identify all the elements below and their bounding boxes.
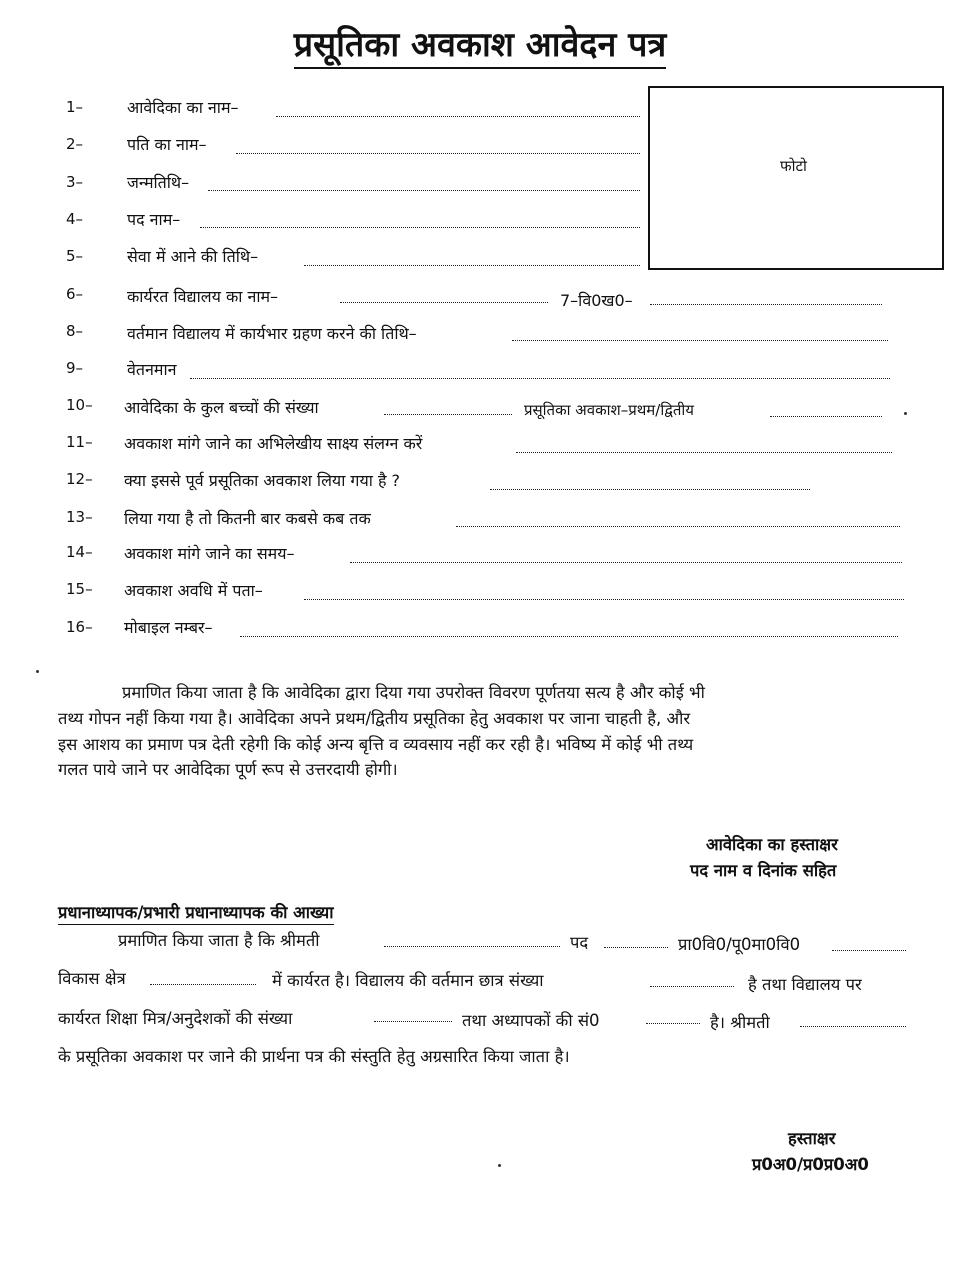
field-line-leave-type[interactable]: [770, 416, 882, 417]
hm-text: विकास क्षेत्र: [58, 969, 126, 988]
field-number: 3–: [66, 173, 84, 191]
hm-text: पद: [570, 933, 589, 952]
hm-field-teacher-name[interactable]: [384, 946, 560, 947]
hm-field-teacher-count[interactable]: [646, 1023, 700, 1024]
hm-text: के प्रसूतिका अवकाश पर जाने की प्रार्थना पत्र की संस्तुति हेतु अग्रसारित किया जाता है।: [58, 1047, 570, 1066]
field-line-children-count[interactable]: [384, 414, 512, 415]
field-number: 1–: [66, 98, 84, 116]
field-number: 10–: [66, 396, 93, 414]
field-label-designation: पद नाम–: [127, 210, 181, 229]
field-label-evidence: अवकाश मांगे जाने का अभिलेखीय साक्ष्य संलग्न करें: [124, 434, 423, 453]
hm-section-heading: प्रधानाध्यापक/प्रभारी प्रधानाध्यापक की आख्या: [58, 900, 334, 925]
field-number: 16–: [66, 618, 93, 636]
hm-signature-label: हस्ताक्षर: [788, 1129, 836, 1148]
certification-line: तथ्य गोपन नहीं किया गया है। आवेदिका अपने प्रथम/द्वितीय प्रसूतिका हेतु अवकाश पर जाना चाहती है, और: [58, 709, 691, 728]
field-line-leave-time[interactable]: [350, 562, 902, 563]
field-line-applicant-name[interactable]: [276, 116, 640, 117]
field-label-husband-name: पति का नाम–: [127, 135, 207, 154]
applicant-signature-label: आवेदिका का हस्ताक्षर: [706, 835, 838, 854]
field-line-designation[interactable]: [200, 227, 640, 228]
hm-text: प्रा0वि0/पू0मा0वि0: [678, 935, 801, 954]
field-line-school-name[interactable]: [340, 302, 548, 303]
hm-text: तथा अध्यापकों की सं0: [462, 1011, 600, 1030]
field-label-leave-time: अवकाश मांगे जाने का समय–: [124, 544, 295, 563]
field-label-school-name: कार्यरत विद्यालय का नाम–: [127, 287, 279, 306]
hm-field-shiksha-mitra-count[interactable]: [374, 1021, 452, 1022]
field-label-joining-date: सेवा में आने की तिथि–: [127, 247, 259, 266]
field-number: 8–: [66, 322, 84, 340]
field-label-mobile: मोबाइल नम्बर–: [124, 618, 213, 637]
applicant-signature-sublabel: पद नाम व दिनांक सहित: [690, 861, 837, 880]
field-line-joining-date[interactable]: [304, 265, 640, 266]
photo-box: [648, 86, 944, 270]
hm-field-student-count[interactable]: [650, 986, 734, 987]
certification-line: इस आशय का प्रमाण पत्र देती रहेगी कि कोई अन्य बृत्ति व व्यवसाय नहीं कर रही है। भविष्य में कोई भी तथ्य: [58, 735, 694, 754]
hm-field-school-type[interactable]: [832, 950, 906, 951]
hm-text: है। श्रीमती: [710, 1013, 770, 1032]
field-number: 6–: [66, 285, 84, 303]
field-line-evidence[interactable]: [516, 452, 892, 453]
field-label-previous-leave: क्या इससे पूर्व प्रसूतिका अवकाश लिया गया है ?: [124, 471, 401, 490]
field-label-times-period: लिया गया है तो कितनी बार कबसे कब तक: [124, 509, 371, 528]
scan-speck: [904, 412, 907, 415]
field-label-block: 7–वि0ख0–: [560, 291, 633, 310]
field-number: 11–: [66, 433, 93, 451]
field-line-dob[interactable]: [208, 190, 640, 191]
field-line-pay-scale[interactable]: [190, 378, 890, 379]
field-line-block[interactable]: [650, 304, 882, 305]
scan-speck: [36, 670, 39, 673]
field-number: 4–: [66, 210, 84, 228]
field-number: 15–: [66, 580, 93, 598]
field-number: 12–: [66, 470, 93, 488]
photo-label: फोटो: [780, 157, 807, 175]
field-number: 9–: [66, 359, 84, 377]
scan-speck: [498, 1164, 501, 1167]
field-label-leave-type: प्रसूतिका अवकाश–प्रथम/द्वितीय: [524, 401, 694, 419]
hm-text: प्रमाणित किया जाता है कि श्रीमती: [118, 931, 320, 950]
field-number: 2–: [66, 135, 84, 153]
field-label-address: अवकाश अवधि में पता–: [124, 581, 263, 600]
field-number: 5–: [66, 247, 84, 265]
field-line-address[interactable]: [304, 599, 904, 600]
certification-line: गलत पाये जाने पर आवेदिका पूर्ण रूप से उत्तरदायी होगी।: [58, 760, 398, 779]
page-title: प्रसूतिका अवकाश आवेदन पत्र: [0, 20, 960, 66]
hm-text: कार्यरत शिक्षा मित्र/अनुदेशकों की संख्या: [58, 1009, 293, 1028]
field-line-husband-name[interactable]: [236, 153, 640, 154]
hm-field-teacher-name-2[interactable]: [800, 1026, 906, 1027]
hm-signature-sublabel: प्र0अ0/प्र0प्र0अ0: [752, 1155, 869, 1174]
hm-text: है तथा विद्यालय पर: [748, 975, 862, 994]
field-number: 13–: [66, 508, 93, 526]
field-line-previous-leave[interactable]: [490, 489, 810, 490]
field-line-charge-date[interactable]: [512, 340, 888, 341]
field-label-pay-scale: वेतनमान: [127, 360, 177, 379]
hm-field-post[interactable]: [604, 947, 668, 948]
hm-field-block[interactable]: [150, 984, 256, 985]
field-label-charge-date: वर्तमान विद्यालय में कार्यभार ग्रहण करने की तिथि–: [127, 324, 417, 343]
hm-text: में कार्यरत है। विद्यालय की वर्तमान छात्र संख्या: [272, 971, 544, 990]
field-line-times-period[interactable]: [456, 526, 900, 527]
field-number: 14–: [66, 543, 93, 561]
field-label-applicant-name: आवेदिका का नाम–: [127, 98, 239, 117]
field-line-mobile[interactable]: [240, 636, 898, 637]
field-label-children-count: आवेदिका के कुल बच्चों की संख्या: [124, 398, 319, 417]
field-label-dob: जन्मतिथि–: [127, 173, 190, 192]
certification-line: प्रमाणित किया जाता है कि आवेदिका द्वारा दिया गया उपरोक्त विवरण पूर्णतया सत्य है और कोई भी: [122, 683, 705, 702]
